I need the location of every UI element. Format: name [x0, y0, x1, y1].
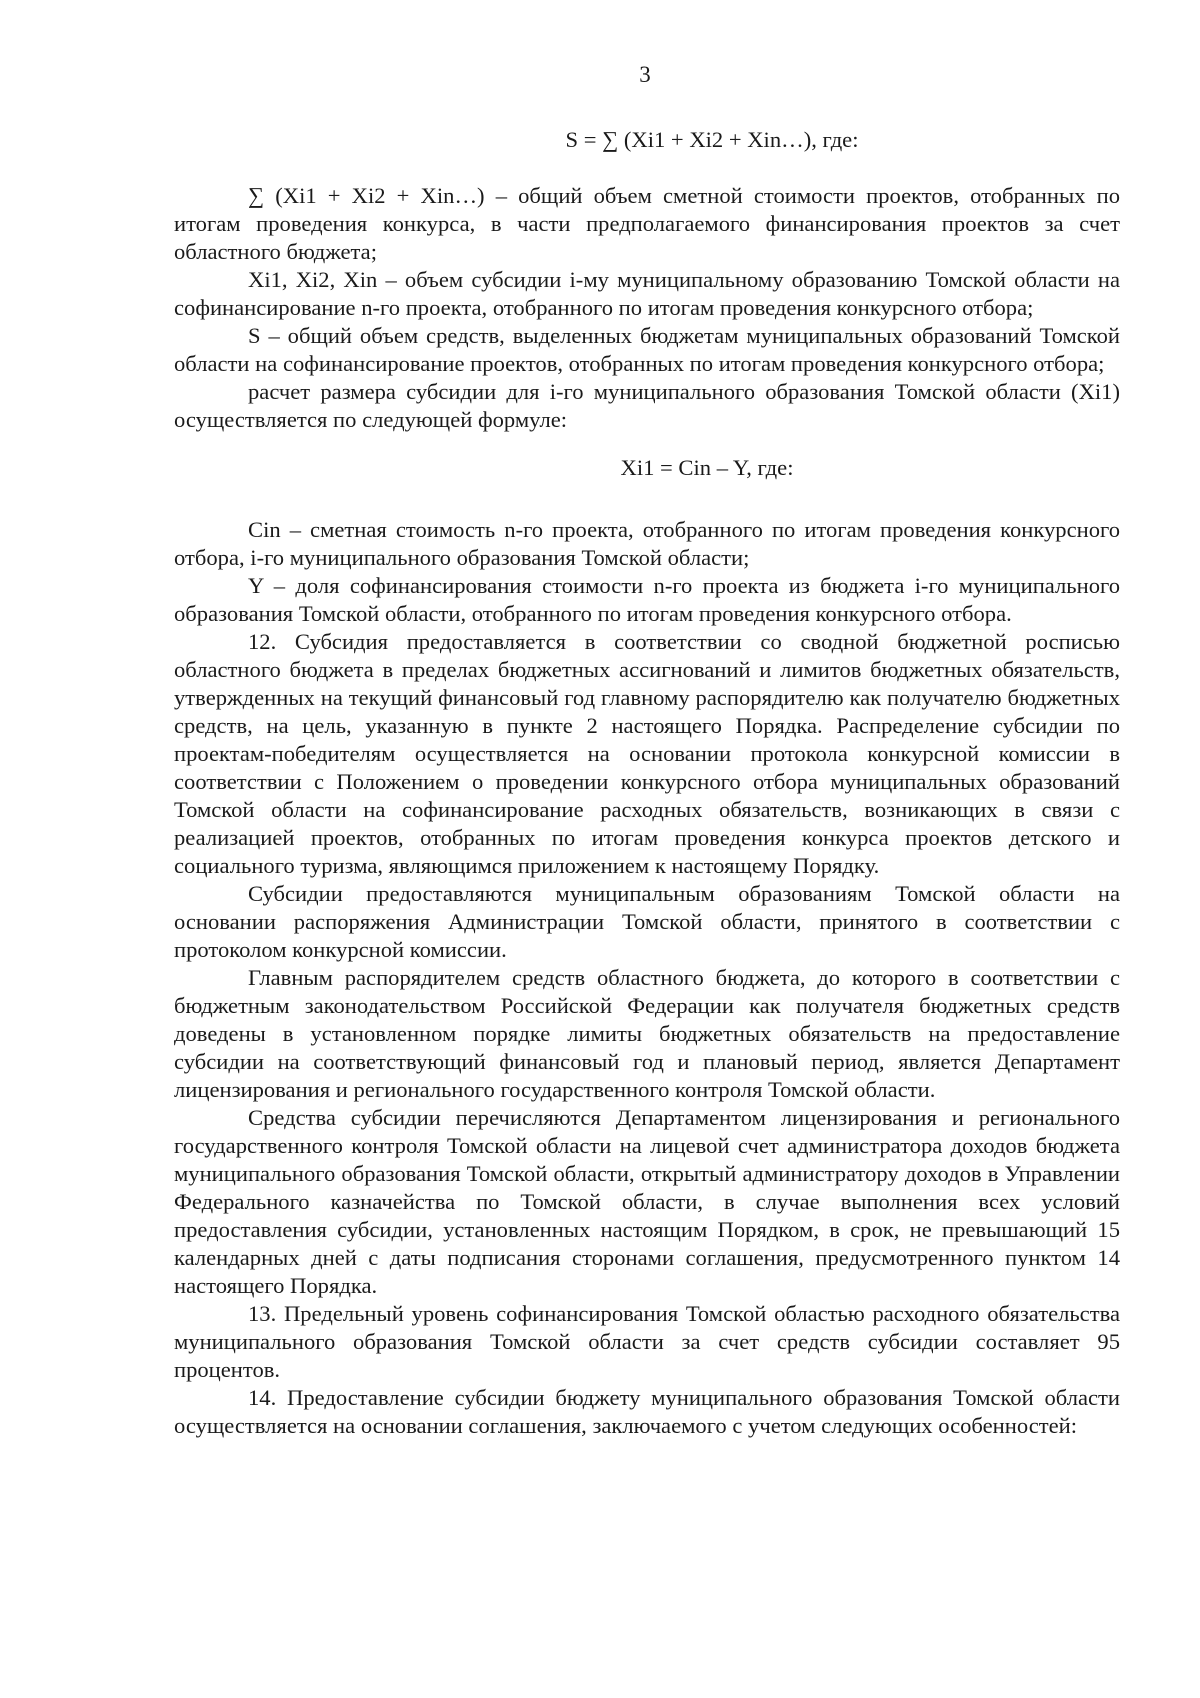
paragraph: S – общий объем средств, выделенных бюджетам муниципальных образований Томской области на софинансирование проектов, отобранных по итогам проведения конкурсного отбора; — [174, 323, 1120, 376]
document-body — [174, 126, 1120, 1440]
paragraph-clause-12: 12. Субсидия предоставляется в соответствии со сводной бюджетной росписью областного бюджета в пределах бюджетных ассигнований и лимитов бюджетных обязательств, утвержденных на текущий финансовый год главному распорядителю как получателю бюджетных средств, на цель, указанную в пункте 2 настоящего Порядка. Распределение субсидии по проектам-победителям осуществляется на основании протокола конкурсной комиссии в соответствии с Положением о проведении конкурсного отбора муниципальных образований Томской области на софинансирование расходных обязательств, возникающих в связи с реализацией проектов, отобранных по итогам проведения конкурса проектов детского и социального туризма, являющимся приложением к настоящему Порядку. — [174, 629, 1120, 878]
paragraph-clause-14: 14. Предоставление субсидии бюджету муниципального образования Томской области осуществляется на основании соглашения, заключаемого с учетом следующих особенностей: — [174, 1385, 1120, 1438]
paragraph: Cin – сметная стоимость n-го проекта, отобранного по итогам проведения конкурсного отбора, i-го муниципального образования Томской области; — [174, 517, 1120, 570]
paragraph-clause-13: 13. Предельный уровень софинансирования Томской областью расходного обязательства муниципального образования Томской области за счет средств субсидии составляет 95 процентов. — [174, 1301, 1120, 1382]
paragraph: ∑ (Xi1 + Xi2 + Xin…) – общий объем сметной стоимости проектов, отобранных по итогам проведения конкурса, в части предполагаемого финансирования проектов за счет областного бюджета; — [174, 183, 1120, 264]
paragraph: Xi1, Xi2, Xin – объем субсидии i-му муниципальному образованию Томской области на софинансирование n-го проекта, отобранного по итогам проведения конкурсного отбора; — [174, 267, 1120, 320]
paragraph: Субсидии предоставляются муниципальным образованиям Томской области на основании распоряжения Администрации Томской области, принятого в соответствии с протоколом конкурсной комиссии. — [174, 881, 1120, 962]
paragraph: Y – доля софинансирования стоимости n-го проекта из бюджета i-го муниципального образования Томской области, отобранного по итогам проведения конкурсного отбора. — [174, 573, 1120, 626]
formula-sum: S = ∑ (Xi1 + Xi2 + Xin…), где: — [565, 127, 859, 152]
page-number: 3 — [639, 62, 651, 87]
paragraph: Главным распорядителем средств областного бюджета, до которого в соответствии с бюджетным законодательством Российской Федерации как получателя бюджетных средств доведены в установленном порядке лимиты бюджетных обязательств на предоставление субсидии на соответствующий финансовый год и плановый период, является Департамент лицензирования и регионального государственного контроля Томской области. — [174, 965, 1120, 1102]
formula-xi1: Xi1 = Cin – Y, где: — [620, 455, 794, 480]
paragraph: расчет размера субсидии для i-го муниципального образования Томской области (Xi1) осуществляется по следующей формуле: — [174, 379, 1120, 432]
paragraph: Средства субсидии перечисляются Департаментом лицензирования и регионального государственного контроля Томской области на лицевой счет администратора доходов бюджета муниципального образования Томской области, открытый администратору доходов в Управлении Федерального казначейства по Томской области, в случае выполнения всех условий предоставления субсидии, установленных настоящим Порядком, в срок, не превышающий 15 календарных дней с даты подписания сторонами соглашения, предусмотренного пунктом 14 настоящего Порядка. — [174, 1105, 1120, 1298]
